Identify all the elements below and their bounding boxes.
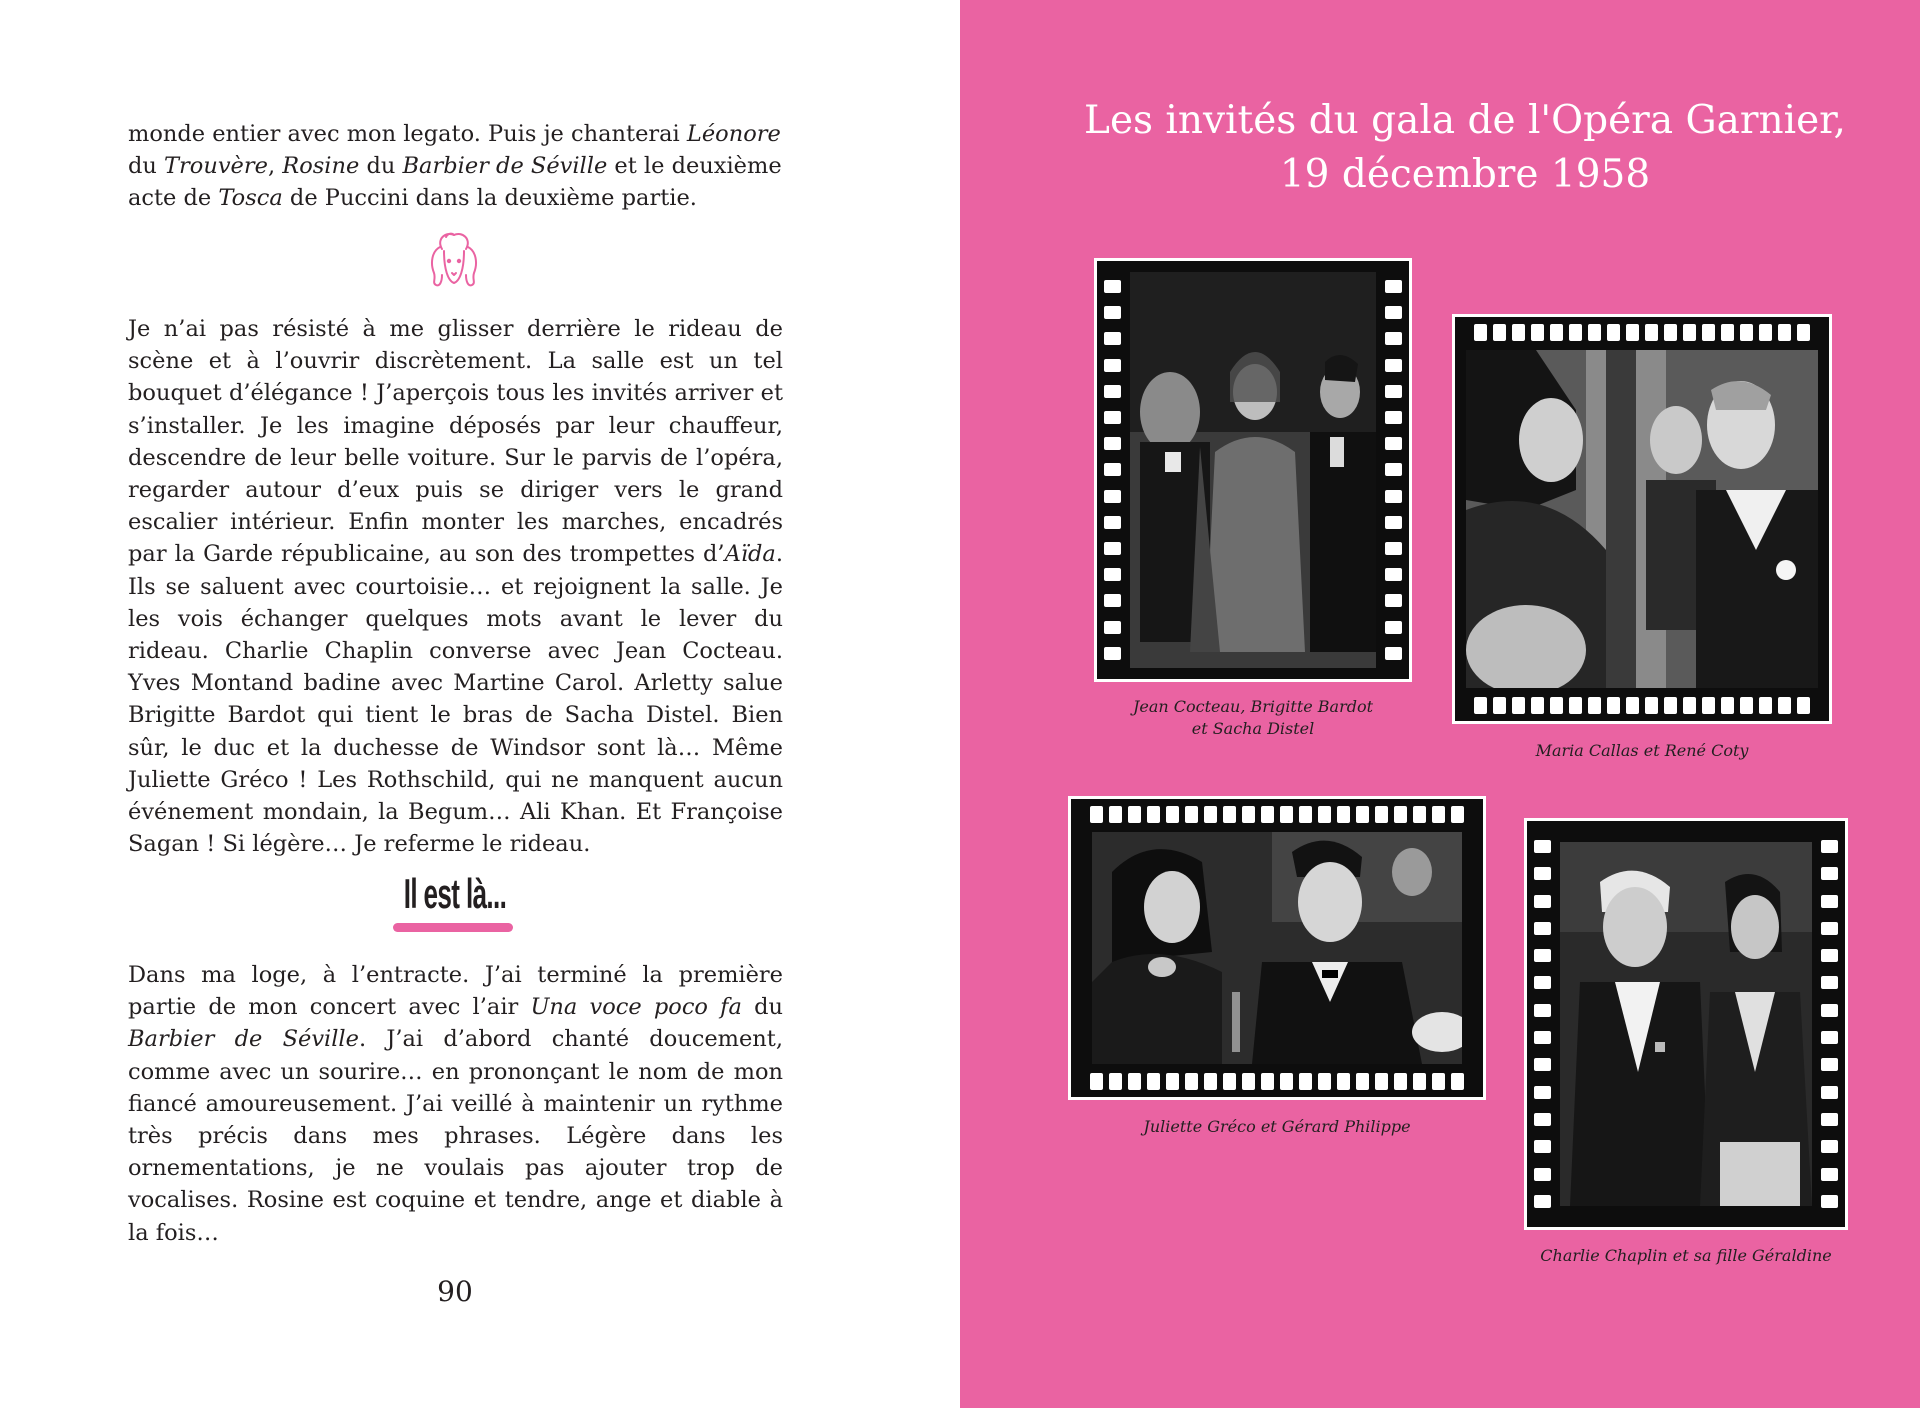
page-title	[1080, 94, 1850, 202]
sprocket-hole	[1104, 594, 1121, 607]
sprocket-hole	[1821, 840, 1838, 853]
sprocket-hole	[1534, 1168, 1551, 1181]
sprocket-holes	[1474, 324, 1810, 341]
sprocket-hole	[1204, 806, 1217, 823]
heading-underline	[393, 923, 513, 932]
sprocket-hole	[1337, 806, 1350, 823]
sprocket-hole	[1104, 647, 1121, 660]
sprocket-hole	[1385, 306, 1402, 319]
sprocket-hole	[1185, 1073, 1198, 1090]
sprocket-hole	[1721, 697, 1734, 714]
sprocket-holes	[1104, 280, 1121, 660]
sprocket-hole	[1104, 411, 1121, 424]
sprocket-hole	[1128, 806, 1141, 823]
sprocket-hole	[1821, 895, 1838, 908]
sprocket-hole	[1534, 840, 1551, 853]
sprocket-hole	[1607, 697, 1620, 714]
sprocket-hole	[1493, 324, 1506, 341]
sprocket-hole	[1534, 1086, 1551, 1099]
sprocket-hole	[1702, 324, 1715, 341]
sprocket-hole	[1821, 922, 1838, 935]
sprocket-hole	[1721, 324, 1734, 341]
sprocket-hole	[1569, 697, 1582, 714]
sprocket-hole	[1104, 568, 1121, 581]
sprocket-hole	[1534, 895, 1551, 908]
sprocket-hole	[1645, 324, 1658, 341]
sprocket-hole	[1385, 542, 1402, 555]
sprocket-hole	[1683, 324, 1696, 341]
sprocket-hole	[1821, 867, 1838, 880]
sprocket-holes	[1821, 840, 1838, 1208]
sprocket-hole	[1413, 1073, 1426, 1090]
title-line-1: Les invités du gala de l'Opéra Garnier,	[1084, 98, 1846, 143]
sprocket-hole	[1534, 1113, 1551, 1126]
sprocket-hole	[1512, 697, 1525, 714]
sprocket-hole	[1104, 306, 1121, 319]
sprocket-hole	[1318, 1073, 1331, 1090]
sprocket-hole	[1104, 437, 1121, 450]
paragraph-intro: monde entier avec mon legato. Puis je chanterai Léonore du Trouvère, Rosine du Barbier de Séville et le deuxième acte de Tosca de Puccini dans la deuxième partie.	[128, 121, 782, 212]
sprocket-hole	[1664, 324, 1677, 341]
sprocket-hole	[1534, 1140, 1551, 1153]
sprocket-hole	[1432, 806, 1445, 823]
sprocket-hole	[1385, 463, 1402, 476]
sprocket-hole	[1128, 1073, 1141, 1090]
sprocket-hole	[1280, 806, 1293, 823]
sprocket-hole	[1375, 1073, 1388, 1090]
sprocket-hole	[1797, 697, 1810, 714]
sprocket-hole	[1104, 385, 1121, 398]
sprocket-hole	[1104, 463, 1121, 476]
film-frame	[1068, 796, 1486, 1100]
sprocket-hole	[1607, 324, 1620, 341]
sprocket-hole	[1166, 806, 1179, 823]
sprocket-holes	[1534, 840, 1551, 1208]
sprocket-hole	[1385, 516, 1402, 529]
section-heading: Il est là...	[403, 870, 507, 917]
sprocket-hole	[1318, 806, 1331, 823]
sprocket-hole	[1104, 359, 1121, 372]
sprocket-hole	[1299, 806, 1312, 823]
sprocket-hole	[1242, 806, 1255, 823]
sprocket-hole	[1493, 697, 1506, 714]
sprocket-hole	[1550, 697, 1563, 714]
sprocket-hole	[1104, 516, 1121, 529]
sprocket-hole	[1626, 324, 1639, 341]
sprocket-hole	[1242, 1073, 1255, 1090]
sprocket-hole	[1588, 324, 1601, 341]
film-frame	[1452, 314, 1832, 724]
sprocket-hole	[1778, 324, 1791, 341]
sprocket-hole	[1821, 1113, 1838, 1126]
sprocket-hole	[1821, 1058, 1838, 1071]
sprocket-hole	[1261, 806, 1274, 823]
sprocket-hole	[1413, 806, 1426, 823]
sprocket-hole	[1261, 1073, 1274, 1090]
page-number: 90	[437, 1275, 473, 1308]
sprocket-hole	[1531, 697, 1544, 714]
sprocket-hole	[1534, 949, 1551, 962]
sprocket-hole	[1385, 411, 1402, 424]
sprocket-hole	[1534, 1195, 1551, 1208]
sprocket-hole	[1534, 867, 1551, 880]
sprocket-hole	[1588, 697, 1601, 714]
sprocket-hole	[1337, 1073, 1350, 1090]
sprocket-hole	[1531, 324, 1544, 341]
sprocket-hole	[1204, 1073, 1217, 1090]
sprocket-hole	[1109, 806, 1122, 823]
sprocket-hole	[1104, 332, 1121, 345]
sprocket-hole	[1821, 1031, 1838, 1044]
sprocket-hole	[1797, 324, 1810, 341]
sprocket-hole	[1280, 1073, 1293, 1090]
film-frame	[1524, 818, 1848, 1230]
sprocket-hole	[1104, 621, 1121, 634]
photo-greco-philippe	[1092, 832, 1462, 1064]
sprocket-hole	[1375, 806, 1388, 823]
sprocket-hole	[1385, 359, 1402, 372]
sprocket-hole	[1821, 1195, 1838, 1208]
sprocket-hole	[1451, 806, 1464, 823]
photo-caption: Maria Callas et René Coty	[1535, 741, 1749, 760]
sprocket-hole	[1821, 1140, 1838, 1153]
sprocket-hole	[1385, 385, 1402, 398]
sprocket-hole	[1385, 280, 1402, 293]
sprocket-hole	[1626, 697, 1639, 714]
photo-caption: Juliette Gréco et Gérard Philippe	[1143, 1117, 1411, 1136]
sprocket-hole	[1645, 697, 1658, 714]
title-line-2: 19 décembre 1958	[1279, 152, 1651, 197]
sprocket-holes	[1385, 280, 1402, 660]
sprocket-hole	[1702, 697, 1715, 714]
sprocket-hole	[1534, 1058, 1551, 1071]
paragraph-curtain: Je n’ai pas résisté à me glisser derrière le rideau de scène et à l’ouvrir discrètement. La salle est un tel bouquet d’élégance ! J’aperçois tous les invités arriver et s’installer. Je les imagine déposés par leur chauffeur, descendre de leur belle voiture. Sur le parvis de l’opéra, regarder autour d’eux puis se diriger vers le grand escalier intérieur. Enfin monter les marches, encadrés par la Garde républicaine, au son des trompettes d’Aïda. Ils se saluent avec courtoisie… et rejoignent la salle. Je les vois échanger quelques mots avant le lever du rideau. Charlie Chaplin converse avec Jean Cocteau. Yves Montand badine avec Martine Carol. Arletty salue Brigitte Bardot qui tient le bras de Sacha Distel. Bien sûr, le duc et la duchesse de Windsor sont là… Même Juliette Gréco ! Les Rothschild, qui ne manquent aucun événement mondain, la Begum… Ali Khan. Et Françoise Sagan ! Si légère… Je referme le rideau.	[128, 316, 783, 858]
sprocket-holes	[1090, 806, 1464, 823]
photo-caption: Jean Cocteau, Brigitte Bardot et Sacha Distel	[1132, 697, 1374, 738]
sprocket-holes	[1474, 697, 1810, 714]
sprocket-hole	[1356, 806, 1369, 823]
sprocket-hole	[1104, 280, 1121, 293]
sprocket-hole	[1356, 1073, 1369, 1090]
sprocket-hole	[1740, 697, 1753, 714]
photo-caption: Charlie Chaplin et sa fille Géraldine	[1540, 1246, 1832, 1265]
sprocket-hole	[1740, 324, 1753, 341]
sprocket-hole	[1451, 1073, 1464, 1090]
sprocket-hole	[1821, 1168, 1838, 1181]
sprocket-hole	[1385, 437, 1402, 450]
sprocket-hole	[1147, 806, 1160, 823]
sprocket-hole	[1474, 697, 1487, 714]
sprocket-hole	[1166, 1073, 1179, 1090]
sprocket-hole	[1394, 806, 1407, 823]
sprocket-hole	[1147, 1073, 1160, 1090]
sprocket-hole	[1759, 324, 1772, 341]
photo-callas-coty	[1466, 350, 1818, 688]
sprocket-hole	[1104, 542, 1121, 555]
sprocket-hole	[1683, 697, 1696, 714]
sprocket-hole	[1109, 1073, 1122, 1090]
photo-cocteau-bardot-distel	[1130, 272, 1376, 668]
sprocket-holes	[1090, 1073, 1464, 1090]
sprocket-hole	[1385, 647, 1402, 660]
sprocket-hole	[1821, 1004, 1838, 1017]
sprocket-hole	[1821, 976, 1838, 989]
sprocket-hole	[1185, 806, 1198, 823]
sprocket-hole	[1534, 1004, 1551, 1017]
sprocket-hole	[1778, 697, 1791, 714]
sprocket-hole	[1512, 324, 1525, 341]
sprocket-hole	[1385, 594, 1402, 607]
sprocket-hole	[1385, 332, 1402, 345]
paragraph-dressing-room: Dans ma loge, à l’entracte. J’ai terminé la première partie de mon concert avec l’air Una voce poco fa du Barbier de Séville. J’ai d’abord chanté doucement, comme avec un sourire… en prononçant le nom de mon fiancé amoureusement. J’ai veillé à maintenir un rythme très précis dans mes phrases. Légère dans les ornementations, je ne voulais pas ajouter trop de vocalises. Rosine est coquine et tendre, ange et diable à la fois…	[128, 962, 784, 1246]
film-frame	[1094, 258, 1412, 682]
sprocket-hole	[1090, 806, 1103, 823]
sprocket-hole	[1299, 1073, 1312, 1090]
sprocket-hole	[1534, 976, 1551, 989]
sprocket-hole	[1385, 621, 1402, 634]
sprocket-hole	[1223, 1073, 1236, 1090]
sprocket-hole	[1550, 324, 1563, 341]
sprocket-hole	[1569, 324, 1582, 341]
sprocket-hole	[1385, 490, 1402, 503]
sprocket-hole	[1534, 922, 1551, 935]
sprocket-hole	[1821, 949, 1838, 962]
sprocket-hole	[1223, 806, 1236, 823]
photo-chaplin-geraldine	[1560, 842, 1812, 1206]
sprocket-hole	[1104, 490, 1121, 503]
sprocket-hole	[1432, 1073, 1445, 1090]
poodle-icon	[424, 229, 484, 291]
sprocket-hole	[1090, 1073, 1103, 1090]
sprocket-hole	[1534, 1031, 1551, 1044]
sprocket-hole	[1759, 697, 1772, 714]
sprocket-hole	[1664, 697, 1677, 714]
sprocket-hole	[1385, 568, 1402, 581]
sprocket-hole	[1821, 1086, 1838, 1099]
sprocket-hole	[1394, 1073, 1407, 1090]
sprocket-hole	[1474, 324, 1487, 341]
